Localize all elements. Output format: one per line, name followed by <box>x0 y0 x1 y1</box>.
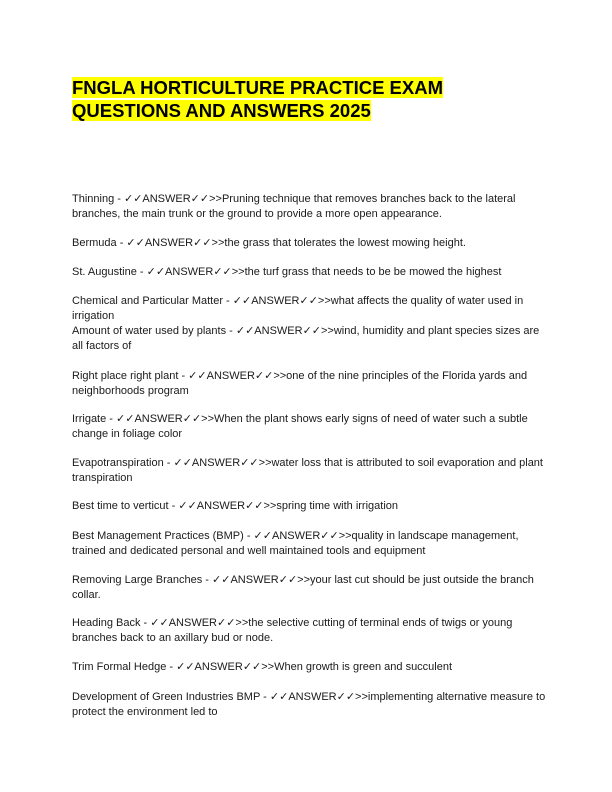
qa-item-removing-large-branches: Removing Large Branches - ✓✓ANSWER✓✓>>your last cut should be just outside the branch collar. <box>72 574 534 601</box>
qa-item-best-time-to-verticut: Best time to verticut - ✓✓ANSWER✓✓>>spring time with irrigation <box>72 500 399 512</box>
qa-item-evapotranspiration: Evapotranspiration - ✓✓ANSWER✓✓>>water loss that is attributed to soil evaporation and plant transpiration <box>72 457 543 484</box>
qa-item-chemical-particular-matter: Chemical and Particular Matter - ✓✓ANSWER✓✓>>what affects the quality of water used in irrigation <box>72 295 524 322</box>
qa-item-irrigate: Irrigate - ✓✓ANSWER✓✓>>When the plant shows early signs of need of water such a subtle change in foliage color <box>72 413 528 440</box>
qa-item-st-augustine: St. Augustine - ✓✓ANSWER✓✓>>the turf grass that needs to be be mowed the highest <box>72 266 502 278</box>
qa-item-trim-formal-hedge: Trim Formal Hedge - ✓✓ANSWER✓✓>>When growth is green and succulent <box>72 661 453 673</box>
title-highlight: FNGLA HORTICULTURE PRACTICE EXAM QUESTIONS AND ANSWERS 2025 <box>72 77 444 121</box>
document-title <box>72 76 542 122</box>
qa-item-amount-of-water: Amount of water used by plants - ✓✓ANSWER✓✓>>wind, humidity and plant species sizes are all factors of <box>72 325 540 352</box>
qa-item-bmp: Best Management Practices (BMP) - ✓✓ANSWER✓✓>>quality in landscape management, trained and dedicated personal and well maintained tools and equipment <box>72 530 519 557</box>
qa-item-bermuda: Bermuda - ✓✓ANSWER✓✓>>the grass that tolerates the lowest mowing height. <box>72 237 466 249</box>
qa-item-heading-back: Heading Back - ✓✓ANSWER✓✓>>the selective cutting of terminal ends of twigs or young branches back to an axillary bud or node. <box>72 617 513 644</box>
qa-item-thinning: Thinning - ✓✓ANSWER✓✓>>Pruning technique that removes branches back to the lateral branches, the main trunk or the ground to provide a more open appearance. <box>72 193 516 220</box>
qa-item-right-place-right-plant: Right place right plant - ✓✓ANSWER✓✓>>one of the nine principles of the Florida yards and neighborhoods program <box>72 370 528 397</box>
qa-item-green-industries-bmp: Development of Green Industries BMP - ✓✓ANSWER✓✓>>implementing alternative measure to protect the environment led to <box>72 691 546 718</box>
